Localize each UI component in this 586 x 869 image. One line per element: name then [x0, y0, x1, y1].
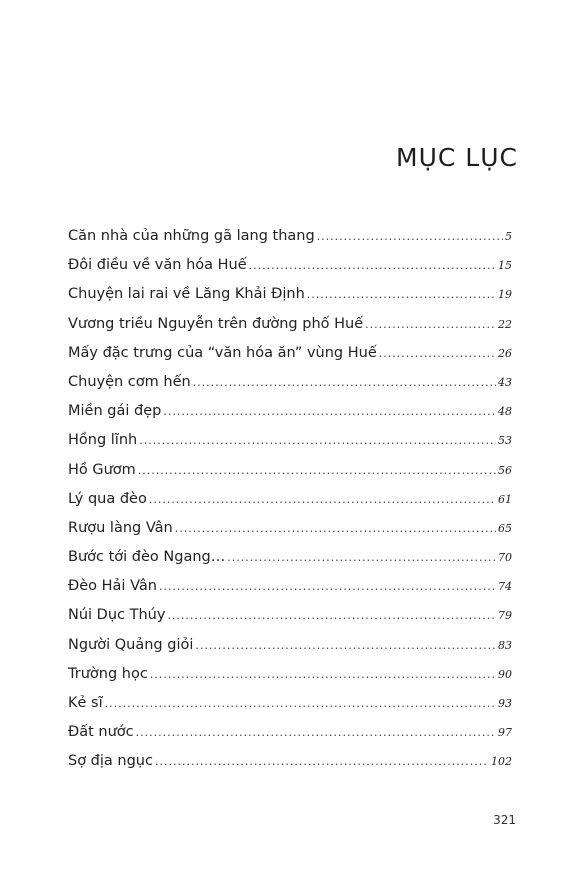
page-title: MỤC LỤC — [396, 143, 518, 172]
dot-leader — [138, 456, 496, 485]
toc-entry — [68, 339, 512, 368]
toc-entry — [68, 222, 512, 251]
page-number: 321 — [493, 813, 516, 827]
dot-leader — [175, 514, 496, 543]
toc-entry-page: 70 — [498, 551, 512, 565]
toc-entry — [68, 543, 512, 572]
toc-entry — [68, 747, 512, 776]
toc-entry — [68, 280, 512, 309]
toc-entry-page: 83 — [498, 638, 512, 652]
toc-entry-page: 48 — [498, 405, 512, 419]
toc-entry-title: Vương triều Nguyễn trên đường phố Huế — [68, 315, 364, 332]
toc-entry-title: Đất nước — [68, 724, 134, 741]
toc-entry — [68, 368, 512, 397]
toc-entry-page: 56 — [498, 463, 512, 477]
toc-entry-page: 43 — [498, 375, 512, 389]
dot-leader — [105, 689, 496, 718]
toc-entry — [68, 689, 512, 718]
toc-entry-title: Người Quảng giỏi — [68, 636, 194, 653]
toc-entry-page: 102 — [491, 755, 512, 769]
toc-entry-page: 93 — [498, 697, 512, 710]
toc-entry-title: Đèo Hải Vân — [68, 578, 157, 595]
toc-entry — [68, 718, 512, 747]
toc-entry-page: 22 — [498, 317, 512, 331]
dot-leader — [379, 339, 496, 368]
toc-entry-page: 61 — [498, 492, 512, 506]
toc-entry-title: Hồ Gươm — [68, 461, 136, 478]
toc-entry-page: 74 — [498, 580, 512, 594]
toc-entry-page: 5 — [505, 230, 512, 243]
toc-entry-title: Chuyện cơm hến — [68, 373, 191, 390]
toc-entry-page: 53 — [498, 434, 512, 448]
toc-entry-page: 26 — [498, 346, 512, 360]
toc-entry — [68, 310, 512, 339]
toc-entry-page: 65 — [498, 521, 512, 535]
dot-leader — [149, 485, 496, 514]
toc-entry-title: Bước tới đèo Ngang… — [68, 549, 226, 566]
toc-entry — [68, 514, 512, 543]
toc-entry-title: Đôi điều về văn hóa Huế — [68, 257, 247, 274]
dot-leader — [155, 747, 489, 776]
toc-entry-title: Trường học — [68, 665, 148, 682]
toc-entry-page: 19 — [498, 288, 512, 302]
toc-entry-title: Núi Dục Thúy — [68, 607, 166, 624]
table-of-contents — [68, 222, 512, 777]
toc-entry-title: Căn nhà của những gã lang thang — [68, 228, 315, 244]
toc-entry — [68, 601, 512, 630]
toc-entry — [68, 631, 512, 660]
toc-entry-title: Mấy đặc trưng của “văn hóa ăn” vùng Huế — [68, 344, 377, 361]
toc-entry-title: Chuyện lai rai về Lăng Khải Định — [68, 286, 305, 303]
toc-entry-title: Miền gái đẹp — [68, 403, 162, 420]
toc-entry — [68, 426, 512, 455]
toc-entry-title: Hồng lĩnh — [68, 432, 138, 449]
dot-leader — [167, 601, 496, 630]
dot-leader — [159, 572, 496, 601]
dot-leader — [227, 543, 496, 572]
toc-entry — [68, 397, 512, 426]
dot-leader — [150, 660, 496, 689]
toc-entry — [68, 251, 512, 280]
dot-leader — [317, 222, 503, 251]
toc-entry-title: Rượu làng Vân — [68, 519, 173, 536]
dot-leader — [193, 368, 496, 397]
toc-entry-title: Kẻ sĩ — [68, 695, 103, 711]
toc-entry — [68, 572, 512, 601]
dot-leader — [249, 251, 496, 280]
dot-leader — [365, 310, 496, 339]
toc-entry-page: 97 — [498, 726, 512, 740]
toc-entry-page: 79 — [498, 609, 512, 623]
dot-leader — [136, 718, 496, 747]
dot-leader — [139, 426, 496, 455]
toc-entry-page: 90 — [498, 667, 512, 681]
toc-entry-page: 15 — [498, 259, 512, 273]
toc-entry-title: Sợ địa ngục — [68, 753, 153, 770]
toc-entry-title: Lý qua đèo — [68, 490, 147, 507]
toc-entry — [68, 660, 512, 689]
dot-leader — [195, 631, 496, 660]
dot-leader — [163, 397, 496, 426]
toc-entry — [68, 485, 512, 514]
dot-leader — [307, 280, 496, 309]
toc-entry — [68, 456, 512, 485]
